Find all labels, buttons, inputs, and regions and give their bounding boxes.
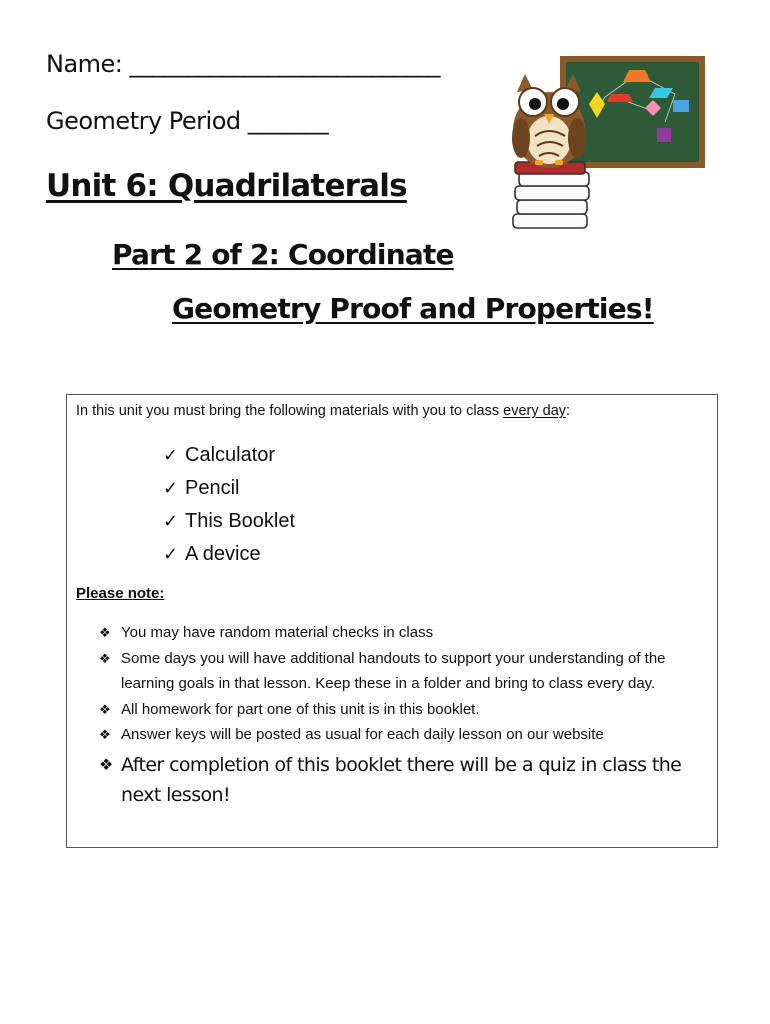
diamond-bullet-icon: ❖ bbox=[99, 701, 111, 717]
materials-intro bbox=[76, 403, 570, 419]
materials-checklist bbox=[163, 438, 295, 570]
list-item bbox=[163, 537, 295, 570]
materials-intro-emphasis: every day bbox=[503, 403, 567, 419]
notes-list bbox=[99, 620, 699, 810]
list-item bbox=[163, 471, 295, 504]
list-item-text: All homework for part one of this unit is in this booklet. bbox=[121, 700, 480, 718]
list-item bbox=[99, 646, 699, 697]
list-item bbox=[99, 620, 699, 646]
checkmark-icon: ✓ bbox=[163, 477, 179, 498]
list-item bbox=[163, 438, 295, 471]
list-item-label: Calculator bbox=[185, 443, 276, 466]
materials-box bbox=[66, 394, 718, 848]
book-stack-icon bbox=[513, 162, 589, 228]
list-item bbox=[163, 504, 295, 537]
checkmark-icon: ✓ bbox=[163, 510, 179, 531]
list-item-text: Some days you will have additional handouts to support your understanding of the learning goals in that lesson. Keep these in a folder and bring to class every day. bbox=[121, 649, 666, 692]
quiz-notice-text: After completion of this booklet there will be a quiz in class the next lesson! bbox=[121, 753, 682, 806]
period-field-label: Geometry Period _______ bbox=[46, 107, 329, 135]
list-item-label: Pencil bbox=[185, 476, 240, 499]
name-field-label: Name: ___________________________ bbox=[46, 50, 441, 78]
list-item-label: A device bbox=[185, 542, 261, 565]
part-title-line-2: Geometry Proof and Properties! bbox=[172, 292, 654, 325]
list-item-label: This Booklet bbox=[185, 509, 296, 532]
owl-icon bbox=[512, 74, 586, 168]
checkmark-icon: ✓ bbox=[163, 543, 179, 564]
part-title-line-1: Part 2 of 2: Coordinate bbox=[112, 238, 454, 271]
diamond-bullet-icon: ❖ bbox=[99, 625, 111, 640]
list-item bbox=[99, 697, 699, 723]
materials-intro-end: : bbox=[566, 403, 571, 419]
owl-chalkboard-illustration bbox=[505, 52, 710, 237]
quiz-notice bbox=[99, 750, 699, 810]
diamond-bullet-icon: ❖ bbox=[99, 650, 111, 666]
list-item-text: Answer keys will be posted as usual for each daily lesson on our website bbox=[121, 726, 604, 743]
diamond-bullet-icon: ❖ bbox=[99, 754, 113, 774]
note-heading: Please note: bbox=[76, 585, 165, 602]
materials-intro-text: In this unit you must bring the following materials with you to class bbox=[76, 403, 504, 419]
list-item bbox=[99, 722, 699, 748]
checkmark-icon: ✓ bbox=[163, 444, 179, 465]
diamond-bullet-icon: ❖ bbox=[99, 727, 111, 742]
unit-title: Unit 6: Quadrilaterals bbox=[46, 168, 407, 204]
list-item-text: You may have random material checks in class bbox=[121, 624, 434, 641]
